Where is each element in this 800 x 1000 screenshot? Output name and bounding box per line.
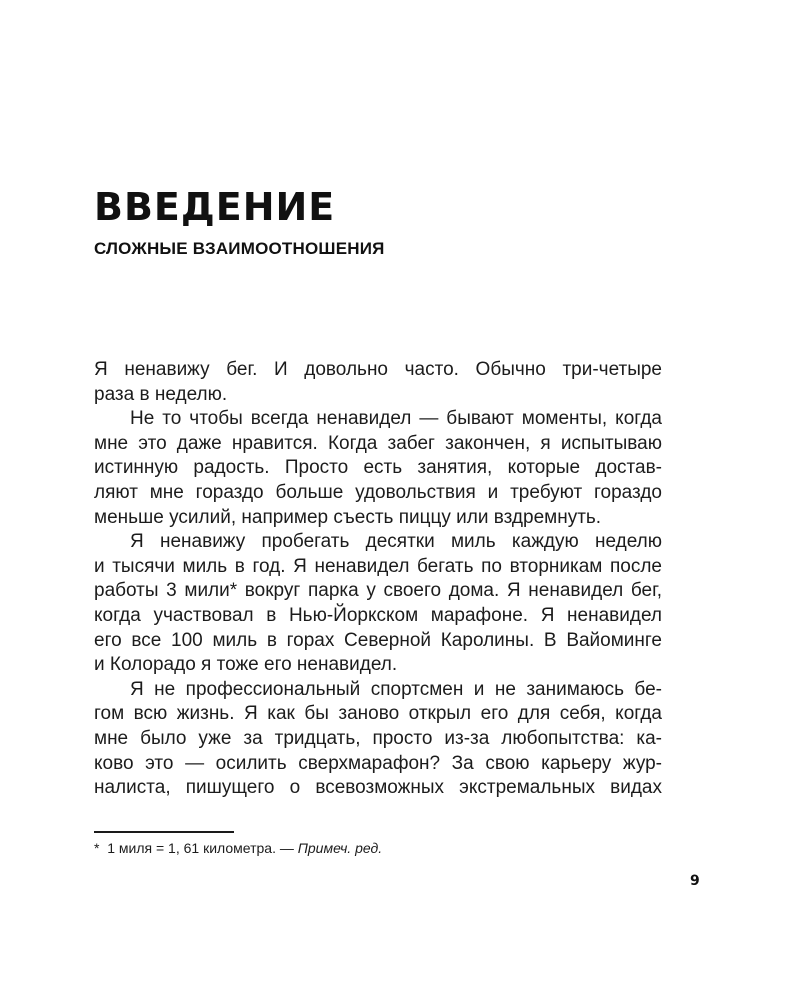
text-line: истинную радость. Просто есть занятия, которые достав- (94, 457, 662, 479)
text-line: гом всю жизнь. Я как бы заново открыл его для себя, когда (94, 703, 662, 725)
text-line: ково это — осилить сверхмарафон? За свою карьеру жур- (94, 752, 662, 774)
text-line: и тысячи миль в год. Я ненавидел бегать по вторникам после (94, 555, 662, 577)
page-number: 9 (690, 873, 700, 889)
chapter-subtitle: СЛОЖНЫЕ ВЗАИМООТНОШЕНИЯ (94, 239, 385, 258)
chapter-title: ВВЕДЕНИЕ (94, 185, 336, 229)
text-line: меньше усилий, например съесть пиццу или вздремнуть. (94, 506, 602, 528)
text-line: мне было уже за тридцать, просто из-за любопытства: ка- (94, 727, 662, 749)
text-line: когда участвовал в Нью-Йоркском марафоне. Я ненавидел (94, 604, 662, 626)
text-line: работы 3 мили* вокруг парка у своего дома. Я ненавидел бег, (94, 580, 662, 602)
text-line: Я ненавижу бег. И довольно часто. Обычно три-четыре (94, 359, 662, 380)
footnote-text: 1 миля = 1, 61 километра. — (107, 840, 294, 856)
text-line: налиста, пишущего о всевозможных экстремальных видах (94, 777, 662, 799)
text-line: раза в неделю. (94, 383, 228, 405)
text-line: его все 100 миль в горах Северной Каролины. В Вайоминге (94, 629, 662, 651)
text-line: и Колорадо я тоже его ненавидел. (94, 654, 398, 676)
text-line: мне это даже нравится. Когда забег закончен, я испытываю (94, 432, 662, 454)
body-text (94, 358, 662, 801)
footnote-editor-note: Примеч. ред. (297, 840, 383, 856)
footnote-marker: * (94, 840, 100, 856)
footnote (94, 839, 382, 857)
text-line: Я не профессиональный спортсмен и не занимаюсь бе- (130, 678, 662, 700)
text-line: Не то чтобы всегда ненавидел — бывают моменты, когда (130, 408, 662, 430)
text-line: Я ненавижу пробегать десятки миль каждую неделю (130, 531, 662, 553)
footnote-divider (94, 831, 234, 833)
text-line: ляют мне гораздо больше удовольствия и требуют гораздо (94, 481, 662, 503)
